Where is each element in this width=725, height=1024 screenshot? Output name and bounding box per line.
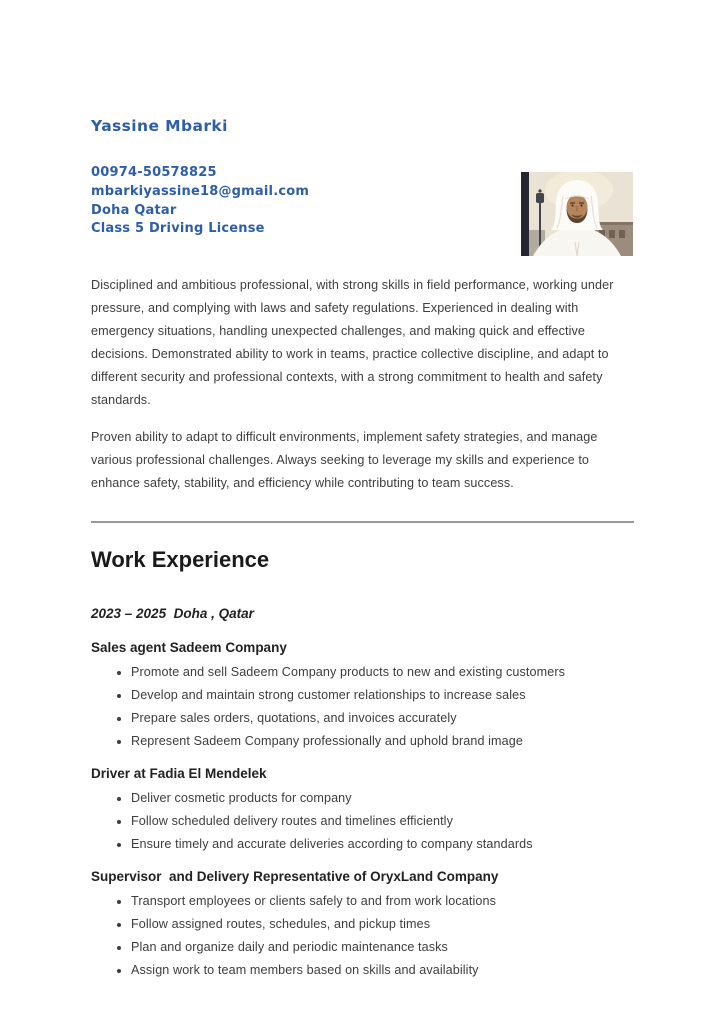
job-bullet: • Promote and sell Sadeem Company products to new and existing customers [131, 665, 634, 679]
job-bullet: • Prepare sales orders, quotations, and invoices accurately [131, 711, 634, 725]
profile-photo-graphic [521, 172, 633, 256]
job-bullet: • Represent Sadeem Company professionally and uphold brand image [131, 734, 634, 748]
job-bullet-list [91, 665, 634, 748]
job-title: Sales agent Sadeem Company [91, 640, 287, 656]
experience-period-location: 2023 – 2025 Doha , Qatar [91, 606, 254, 622]
job-driver [91, 766, 634, 851]
job-bullet: • Assign work to team members based on skills and availability [131, 963, 634, 977]
job-bullet: • Ensure timely and accurate deliveries according to company standards [131, 837, 634, 851]
profile-photo [521, 172, 633, 256]
job-supervisor [91, 869, 634, 977]
candidate-name: Yassine Mbarki [91, 117, 228, 135]
contact-phone: 00974-50578825 [91, 165, 217, 180]
job-bullet-list [91, 791, 634, 851]
job-bullet: • Follow scheduled delivery routes and timelines efficiently [131, 814, 634, 828]
contact-email: mbarkiyassine18@gmail.com [91, 183, 310, 199]
summary-paragraph-1: Disciplined and ambitious professional, with strong skills in field performance, working under pressure, and complying with laws and safety regulations. Experienced in dealing with emergency situations, handling unexpected challenges, and making quick and effective decisions. Demonstrated ability to work in teams, practice collective discipline, and adapt to different security and professional contexts, with a strong commitment to health and safety standards. [91, 278, 614, 408]
section-divider [91, 521, 634, 523]
job-bullet: • Deliver cosmetic products for company [131, 791, 634, 805]
job-bullet: • Plan and organize daily and periodic maintenance tasks [131, 940, 634, 954]
job-title: Supervisor and Delivery Representative of OryxLand Company [91, 869, 499, 885]
job-bullet: • Transport employees or clients safely to and from work locations [131, 894, 634, 908]
contact-location: Doha Qatar [91, 202, 177, 218]
summary-paragraph-2: Proven ability to adapt to difficult environments, implement safety strategies, and manage various professional challenges. Always seeking to leverage my skills and experience to enhance safety, stability, and efficiency while contributing to team success. [91, 430, 598, 491]
job-bullet: • Develop and maintain strong customer relationships to increase sales [131, 688, 634, 702]
job-bullet-list [91, 894, 634, 977]
job-title: Driver at Fadia El Mendelek [91, 766, 267, 782]
job-sales-agent [91, 640, 634, 748]
job-bullet: • Follow assigned routes, schedules, and pickup times [131, 917, 634, 931]
contact-license: Class 5 Driving License [91, 221, 265, 237]
work-experience-heading: Work Experience [91, 547, 270, 573]
